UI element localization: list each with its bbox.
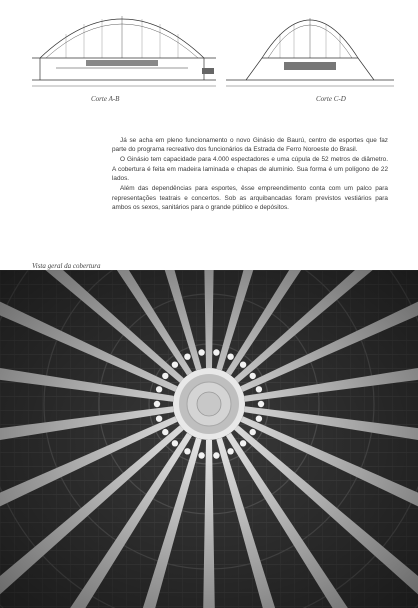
section-ab-caption: Corte A-B: [91, 95, 120, 103]
section-cd-caption: Corte C-D: [316, 95, 346, 103]
ceiling-lamp: [227, 354, 233, 360]
section-cd-drawing: [222, 0, 398, 92]
article-paragraph: O Ginásio tem capacidade para 4.000 espectadores e uma cúpula de 52 metros de diâmetro. A cobertura é feita em madeira laminada e chapas de alumínio. Sua forma é um polígono de 22 lados.: [112, 156, 388, 183]
ceiling-lamp: [256, 386, 262, 392]
ceiling-lamp: [198, 349, 204, 355]
ceiling-lamp: [172, 440, 178, 446]
ceiling-lamp: [250, 373, 256, 379]
roof-structure-image: [0, 270, 418, 608]
ceiling-lamp: [256, 416, 262, 422]
ceiling-lamp: [198, 452, 204, 458]
article-body: [112, 136, 388, 213]
ceiling-lamp: [162, 429, 168, 435]
ceiling-lamp: [162, 373, 168, 379]
ceiling-lamp: [240, 362, 246, 368]
ceiling-lamp: [227, 448, 233, 454]
ceiling-lamp: [184, 354, 190, 360]
ceiling-lamp: [250, 429, 256, 435]
article-paragraph: Já se acha em pleno funcionamento o novo Ginásio de Baurú, centro de esportes que faz parte do programa recreativo dos funcionários da Estrada de Ferro Noroeste do Brasil.: [112, 137, 388, 154]
ceiling-lamp: [240, 440, 246, 446]
ceiling-lamp: [172, 362, 178, 368]
section-ab-drawing: [26, 0, 222, 92]
central-oculus: [173, 368, 245, 440]
ceiling-lamp: [154, 401, 160, 407]
photo-caption: Vista geral da cobertura: [32, 262, 101, 270]
article-paragraph: Além das dependências para esportes, êsse empreendimento conta com um palco para representações teatrais e concertos. Sob as arquibancadas foram previstos vestiários para ambos os sexos, sanitários para o grande público e depósitos.: [112, 185, 388, 212]
ceiling-lamp: [258, 401, 264, 407]
ceiling-lamp: [156, 416, 162, 422]
ceiling-lamp: [156, 386, 162, 392]
ceiling-lamp: [184, 448, 190, 454]
roof-photo: [0, 270, 418, 608]
ceiling-lamp: [213, 452, 219, 458]
ceiling-lamp: [213, 349, 219, 355]
